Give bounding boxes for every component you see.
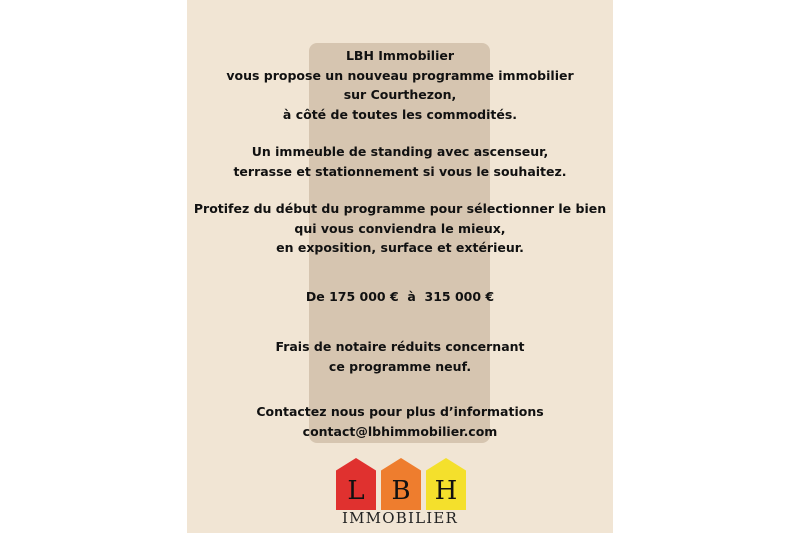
notary-paragraph	[187, 337, 613, 376]
contact-email: contact@lbhimmobilier.com	[302, 423, 498, 439]
contact-line: Contactez nous pour plus d’informations	[256, 404, 544, 419]
intro-line: vous propose un nouveau programme immobilier	[226, 67, 574, 83]
intro-paragraph	[187, 46, 613, 124]
building-line: terrasse et stationnement si vous le souhaitez.	[233, 163, 567, 179]
house-icon-b	[381, 458, 421, 510]
building-paragraph	[187, 142, 613, 181]
notary-line: Frais de notaire réduits concernant	[275, 339, 525, 354]
house-letter: H	[434, 476, 458, 506]
offer-line: qui vous conviendra le mieux,	[294, 220, 506, 236]
offer-line: en exposition, surface et extérieur.	[276, 240, 524, 255]
house-letter: L	[347, 476, 365, 506]
lbh-logo	[332, 458, 468, 530]
contact-paragraph	[187, 402, 613, 441]
house-letter: B	[391, 476, 411, 506]
price-line: De 175 000 € à 315 000 €	[305, 289, 495, 304]
notary-line: ce programme neuf.	[328, 358, 472, 374]
building-line: Un immeuble de standing avec ascenseur,	[251, 144, 549, 159]
intro-line: LBH Immobilier	[345, 48, 455, 63]
intro-line: à côté de toutes les commodités.	[282, 106, 518, 122]
intro-line: sur Courthezon,	[343, 87, 457, 102]
poster	[187, 0, 613, 533]
logo-wordmark: IMMOBILIER	[341, 509, 459, 527]
house-icon-l	[336, 458, 376, 510]
offer-paragraph	[187, 199, 613, 258]
price-paragraph	[187, 287, 613, 307]
house-icon-h	[426, 458, 466, 510]
offer-line: Protifez du début du programme pour sélectionner le bien	[193, 201, 607, 216]
